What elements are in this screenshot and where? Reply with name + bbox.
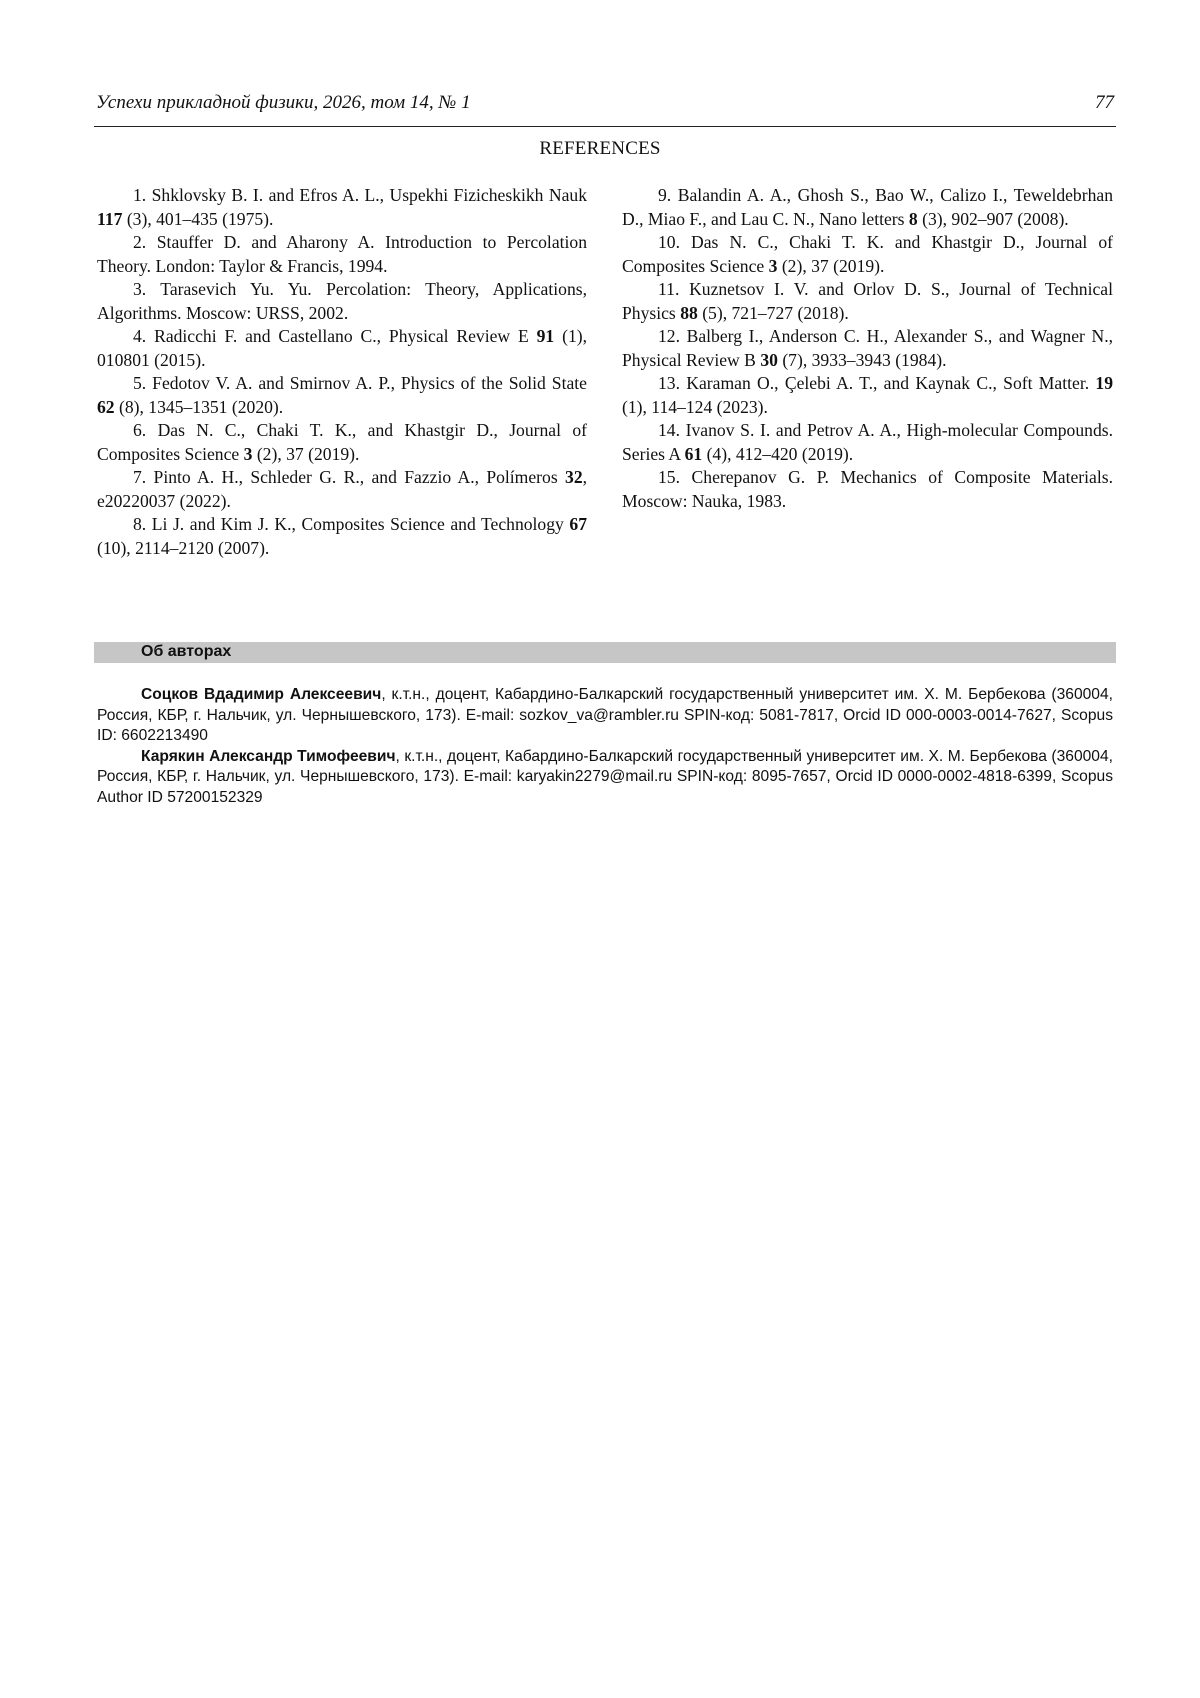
- reference-volume: 67: [569, 514, 587, 534]
- reference-text: Fedotov V. A. and Smirnov A. P., Physics of the Solid State: [152, 373, 587, 393]
- reference-item: [622, 372, 1113, 419]
- author-entry: [97, 685, 1113, 747]
- reference-volume: 62: [97, 396, 115, 417]
- reference-text: Radicchi F. and Castellano C., Physical Review E: [154, 326, 529, 346]
- reference-text: Das N. C., Chaki T. K., and Khastgir D., Journal of Composites Science: [97, 420, 587, 464]
- reference-text-tail: , e20220037 (2022).: [97, 467, 588, 511]
- reference-item: [622, 325, 1113, 372]
- reference-text: Balberg I., Anderson C. H., Alexander S., and Wagner N., Physical Review B: [622, 326, 1113, 370]
- reference-item: [97, 513, 587, 560]
- reference-number: 12.: [658, 326, 680, 346]
- header-rule: [94, 126, 1116, 127]
- reference-text-tail: (4), 412–420 (2019).: [706, 443, 854, 464]
- reference-number: 14.: [658, 420, 680, 440]
- reference-volume: 19: [1095, 373, 1114, 393]
- reference-volume: 117: [97, 208, 123, 229]
- reference-number: 15.: [658, 467, 680, 487]
- reference-item: [97, 419, 587, 466]
- reference-text-tail: (5), 721–727 (2018).: [702, 302, 849, 323]
- reference-text: Pinto A. H., Schleder G. R., and Fazzio A., Polímeros: [153, 467, 558, 487]
- reference-text: Shklovsky B. I. and Efros A. L., Uspekhi Fizicheskikh Nauk: [151, 185, 588, 205]
- reference-text-tail: (2), 37 (2019).: [781, 255, 885, 276]
- reference-number: 5.: [133, 373, 147, 393]
- reference-text: Karaman O., Çelebi A. T., and Kaynak C., Soft Matter.: [686, 373, 1090, 393]
- authors-section-title: Об авторах: [141, 643, 232, 660]
- reference-number: 7.: [133, 467, 147, 487]
- reference-item: [97, 372, 587, 419]
- page-number: 77: [1095, 92, 1114, 113]
- reference-item: [622, 184, 1113, 231]
- reference-text-tail: (1), 010801 (2015).: [97, 326, 588, 370]
- reference-text-tail: (2), 37 (2019).: [256, 443, 360, 464]
- reference-volume: 8: [908, 208, 918, 229]
- reference-item: [97, 278, 587, 325]
- reference-volume: 30: [760, 349, 778, 370]
- author-name: Карякин Александр Тимофеевич: [141, 747, 396, 765]
- authors-section-bar: [94, 642, 1116, 663]
- author-details: , к.т.н., доцент, Кабардино-Балкарский государственный университет им. Х. М. Бербекова (360004, Россия, КБР, г. Нальчик, ул. Чернышевского, 173). E-mail: sozkov_va@rambler.ru SPIN-код: 5081-7817, Orcid ID 000-0003-0014-7627, Scopus ID: 6602213490: [97, 686, 1113, 744]
- author-entry: [97, 747, 1113, 809]
- references-left-column: [97, 184, 587, 560]
- reference-volume: 88: [680, 302, 698, 323]
- reference-text-tail: (3), 902–907 (2008).: [922, 208, 1069, 229]
- reference-number: 10.: [658, 232, 680, 252]
- reference-volume: 3: [768, 255, 778, 276]
- reference-text: Stauffer D. and Aharony A. Introduction to Percolation Theory. London: Taylor & Francis, 1994.: [97, 232, 587, 276]
- reference-number: 1.: [133, 185, 147, 205]
- reference-volume: 91: [536, 326, 555, 346]
- reference-text-tail: (10), 2114–2120 (2007).: [97, 537, 270, 558]
- reference-volume: 3: [243, 443, 253, 464]
- reference-number: 4.: [133, 326, 147, 346]
- reference-number: 6.: [133, 420, 147, 440]
- reference-text: Kuznetsov I. V. and Orlov D. S., Journal of Technical Physics: [622, 279, 1113, 323]
- running-header: [96, 92, 1114, 118]
- reference-text: Li J. and Kim J. K., Composites Science and Technology: [151, 514, 564, 534]
- reference-item: [622, 231, 1113, 278]
- reference-number: 8.: [133, 514, 147, 534]
- reference-text: Cherepanov G. P. Mechanics of Composite Materials. Moscow: Nauka, 1983.: [622, 467, 1113, 511]
- reference-text-tail: (7), 3933–3943 (1984).: [782, 349, 947, 370]
- journal-title: Успехи прикладной физики, 2026, том 14, № 1: [96, 92, 471, 113]
- references-right-column: [622, 184, 1113, 513]
- reference-number: 3.: [133, 279, 147, 299]
- reference-text-tail: (1), 114–124 (2023).: [622, 396, 768, 417]
- reference-volume: 32: [565, 467, 583, 487]
- reference-text: Das N. C., Chaki T. K. and Khastgir D., Journal of Composites Science: [622, 232, 1114, 276]
- author-name: Соцков Вдадимир Алексеевич: [141, 686, 382, 703]
- reference-text-tail: (8), 1345–1351 (2020).: [119, 396, 284, 417]
- authors-list: [97, 685, 1113, 808]
- reference-volume: 61: [684, 443, 703, 464]
- reference-item: [97, 184, 587, 231]
- reference-item: [97, 231, 587, 278]
- reference-text: Balandin A. A., Ghosh S., Bao W., Calizo I., Teweldebrhan D., Miao F., and Lau C. N., Nano letters: [622, 185, 1113, 229]
- reference-item: [622, 278, 1113, 325]
- reference-text-tail: (3), 401–435 (1975).: [126, 208, 274, 229]
- reference-number: 9.: [658, 185, 672, 205]
- reference-item: [97, 325, 587, 372]
- reference-number: 11.: [658, 279, 680, 299]
- reference-item: [97, 466, 587, 513]
- references-heading: REFERENCES: [539, 138, 661, 159]
- reference-item: [622, 419, 1113, 466]
- reference-text: Ivanov S. I. and Petrov A. A., High-molecular Compounds. Series A: [622, 420, 1113, 464]
- reference-number: 13.: [658, 373, 680, 393]
- reference-item: [622, 466, 1113, 513]
- reference-number: 2.: [133, 232, 147, 252]
- reference-text: Tarasevich Yu. Yu. Percolation: Theory, Applications, Algorithms. Moscow: URSS, 2002.: [97, 279, 587, 323]
- author-details: , к.т.н., доцент, Кабардино-Балкарский государственный университет им. Х. М. Бербекова (360004, Россия, КБР, г. Нальчик, ул. Чернышевского, 173). E-mail: karyakin2279@mail.ru SPIN-код: 8095-7657, Orcid ID 0000-0002-4818-6399, Scopus Author ID 57200152329: [97, 747, 1113, 806]
